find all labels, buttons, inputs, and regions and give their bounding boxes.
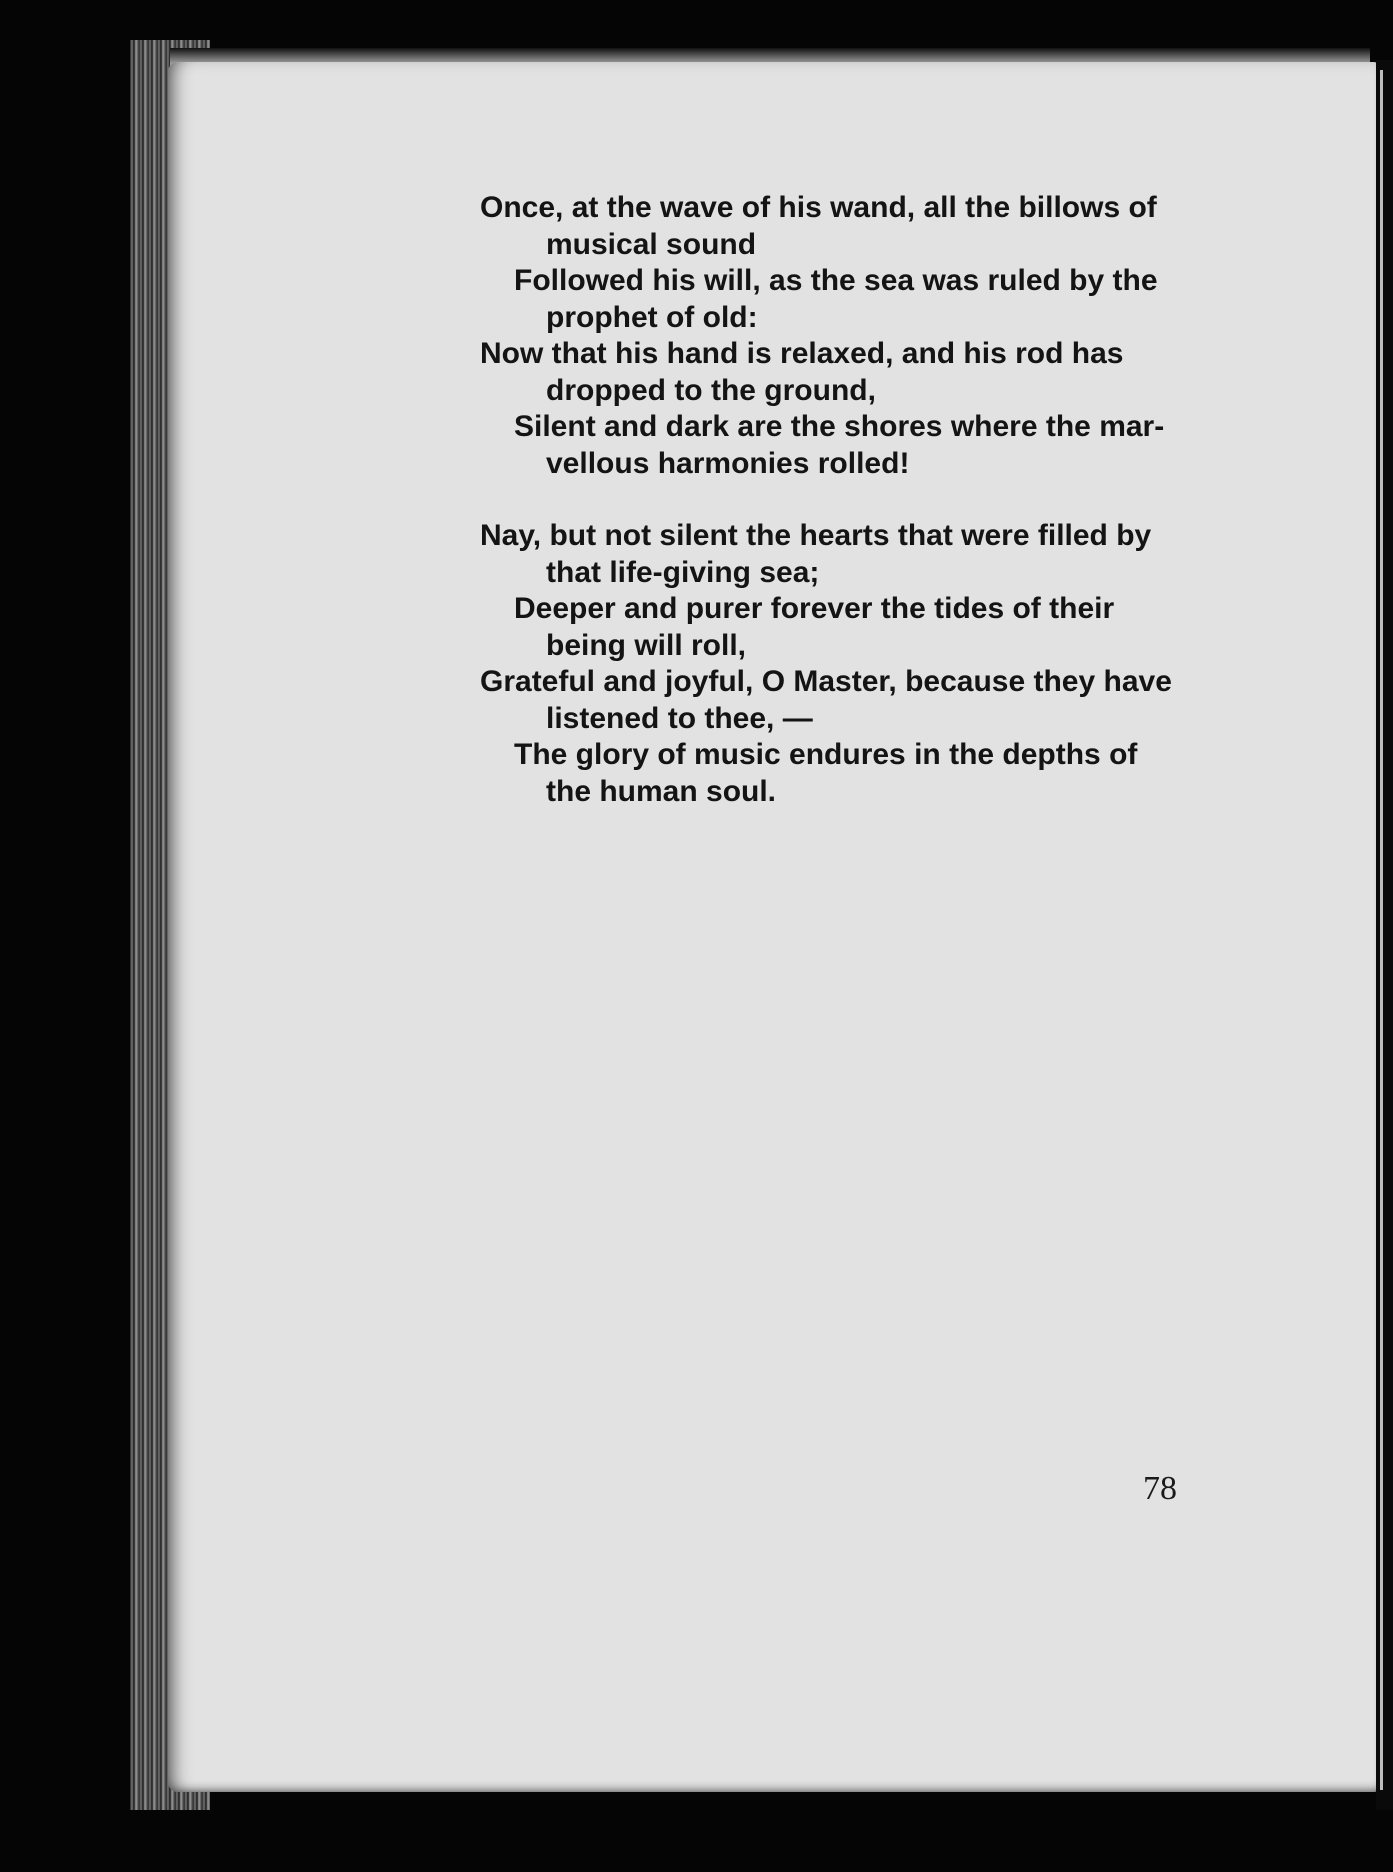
stanza-1 (480, 190, 1240, 482)
poem-line-continuation: being will roll, (546, 628, 747, 662)
facing-page-edge (1380, 70, 1383, 1790)
poem-line: Once, at the wave of his wand, all the billows of (480, 191, 1157, 224)
poem-line-continuation: that life-giving sea; (546, 555, 820, 589)
poem-line: Deeper and purer forever the tides of their (514, 592, 1115, 625)
poem-line: Grateful and joyful, O Master, because they have (480, 665, 1172, 698)
poem-line: Followed his will, as the sea was ruled by the (514, 264, 1158, 297)
poem-line: Nay, but not silent the hearts that were filled by (480, 519, 1152, 552)
poem-line-continuation: listened to thee, — (546, 701, 813, 735)
poem-line-continuation: vellous harmonies rolled! (546, 446, 910, 480)
poem-line-continuation: the human soul. (546, 774, 777, 808)
poem-line: Silent and dark are the shores where the mar- (514, 410, 1165, 443)
poem-line: Now that his hand is relaxed, and his rod has (480, 337, 1124, 370)
facing-page-gutter (1376, 60, 1393, 1810)
poem-text (480, 190, 1240, 810)
poem-line-continuation: prophet of old: (546, 300, 758, 334)
page-number: 78 (1143, 1470, 1177, 1507)
poem-line: The glory of music endures in the depths of (514, 738, 1138, 771)
stanza-2 (480, 518, 1240, 810)
poem-line-continuation: musical sound (546, 227, 757, 261)
poem-line-continuation: dropped to the ground, (546, 373, 876, 407)
